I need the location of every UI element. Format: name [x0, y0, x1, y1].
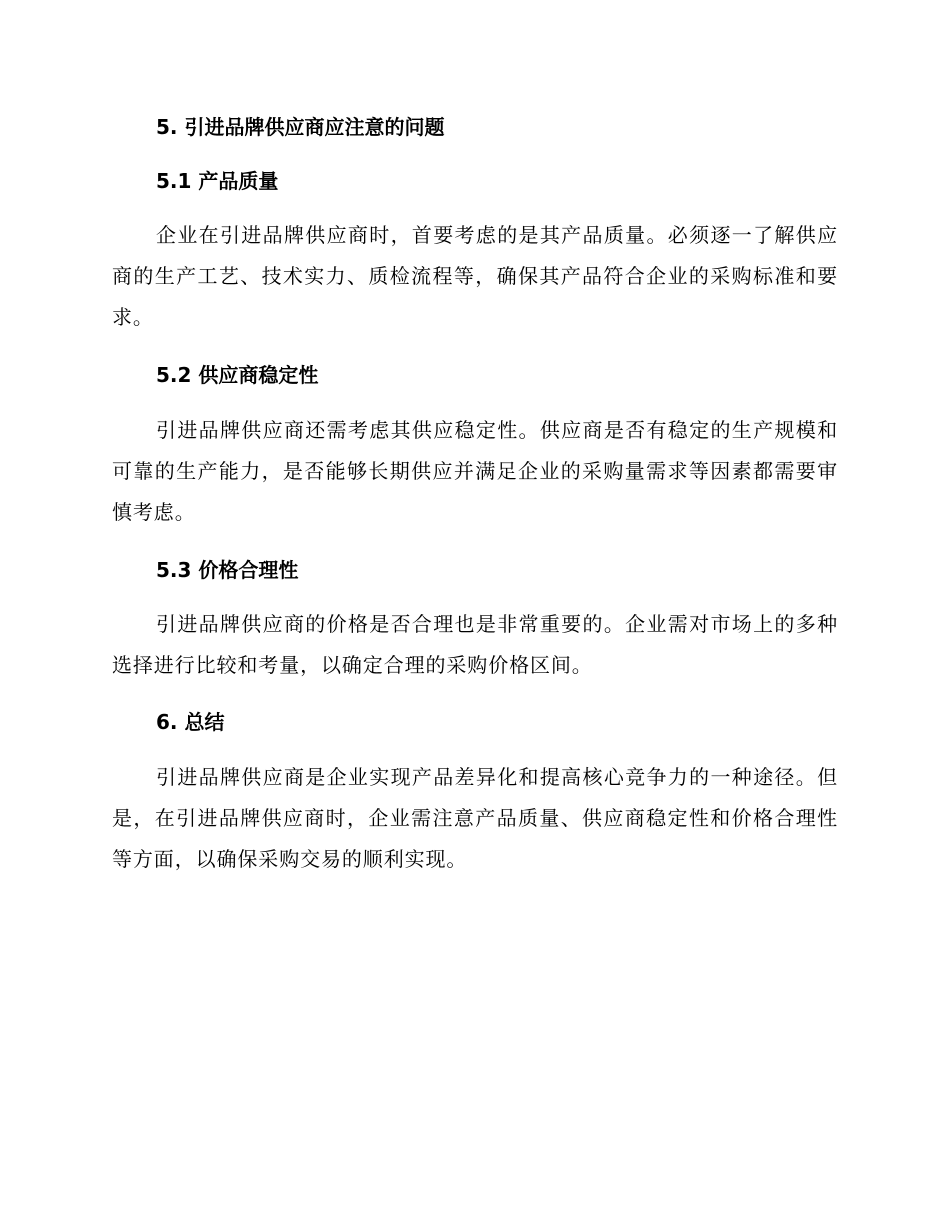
- section-5-2-heading: 5.2 供应商稳定性: [156, 363, 319, 387]
- section-6-heading: 6. 总结: [156, 710, 225, 734]
- section-6-paragraph: 引进品牌供应商是企业实现产品差异化和提高核心竞争力的一种途径。但是，在引进品牌供应商时，企业需注意产品质量、供应商稳定性和价格合理性等方面，以确保采购交易的顺利实现。: [112, 765, 838, 871]
- section-5-3-heading: 5.3 价格合理性: [156, 558, 299, 582]
- section-5-1-heading: 5.1 产品质量: [156, 169, 279, 193]
- section-5-heading: 5. 引进品牌供应商应注意的问题: [156, 115, 445, 139]
- section-5-3-paragraph: 引进品牌供应商的价格是否合理也是非常重要的。企业需对市场上的多种选择进行比较和考量，以确定合理的采购价格区间。: [112, 612, 838, 677]
- section-5-1-paragraph: 企业在引进品牌供应商时，首要考虑的是其产品质量。必须逐一了解供应商的生产工艺、技术实力、质检流程等，确保其产品符合企业的采购标准和要求。: [112, 223, 838, 329]
- section-5-2-paragraph: 引进品牌供应商还需考虑其供应稳定性。供应商是否有稳定的生产规模和可靠的生产能力，是否能够长期供应并满足企业的采购量需求等因素都需要审慎考虑。: [112, 418, 838, 524]
